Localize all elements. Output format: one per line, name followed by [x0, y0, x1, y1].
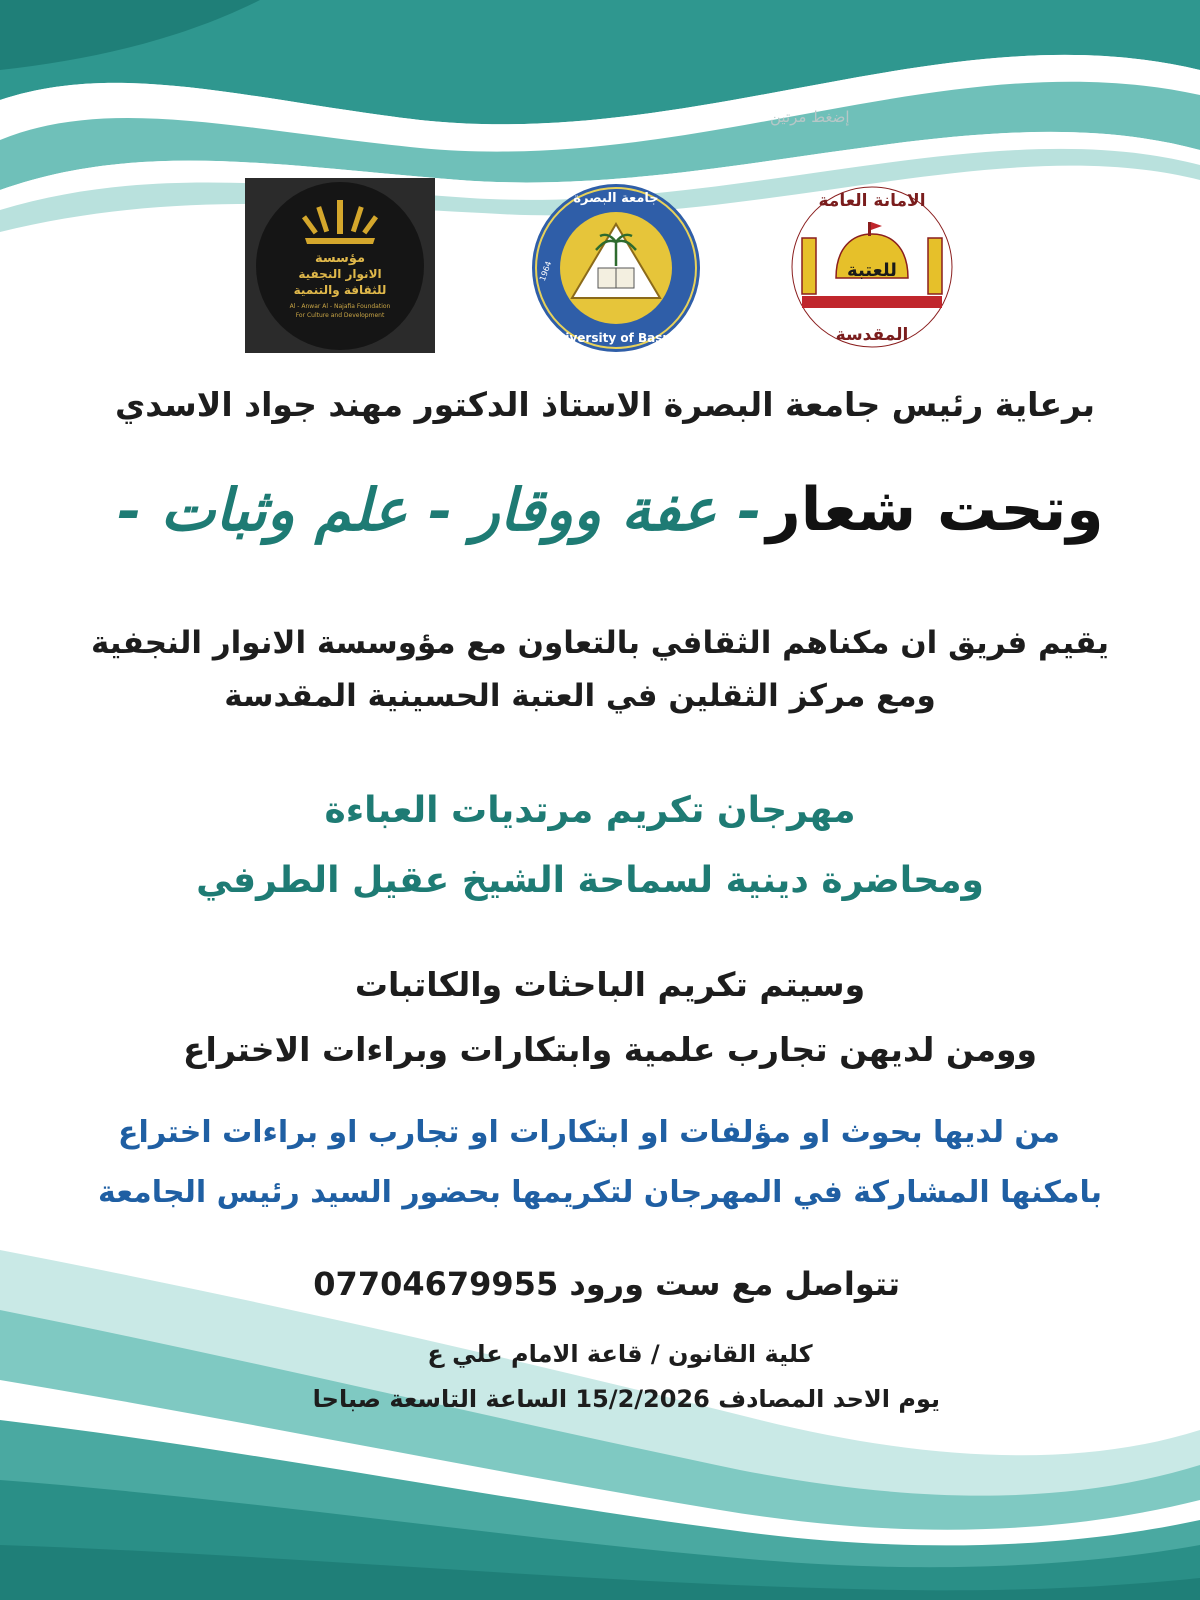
- anwar-ar-3: للثقافة والتنمية: [293, 283, 387, 297]
- anwar-ar-1: مؤسسة: [314, 251, 366, 266]
- basrah-ar: جامعة البصرة: [573, 191, 659, 206]
- anwar-en-2: For Culture and Development: [295, 312, 385, 319]
- anwar-ar-2: الانوار النجفية: [298, 267, 382, 281]
- shrine-center: للعتبة: [847, 260, 897, 281]
- holy-shrine-logo: [782, 178, 962, 356]
- basrah-en: University of Basrah: [547, 331, 685, 345]
- event-line-1: مهرجان تكريم مرتديات العباءة: [324, 790, 856, 831]
- venue-line-2: يوم الاحد المصادف 15/2/2026 الساعة التاسعة صباحا: [312, 1385, 940, 1413]
- invite-line-1: من لديها بحوث او مؤلفات او ابتكارات او تجارب او براءات اختراع: [118, 1115, 1060, 1150]
- event-line-2: ومحاضرة دينية لسماحة الشيخ عقيل الطرفي: [196, 860, 984, 901]
- honor-line-2: وومن لديهن تجارب علمية وابتكارات وبراءات الاختراع: [182, 1030, 1038, 1069]
- basrah-year: 1964: [537, 260, 554, 283]
- slogan-prefix: وتحت شعار: [766, 475, 1104, 545]
- contact-line: تتواصل مع ست ورود 07704679955: [313, 1265, 900, 1303]
- patronage-line: برعاية رئيس جامعة البصرة الاستاذ الدكتور مهند جواد الاسدي: [115, 385, 1095, 424]
- anwar-foundation-logo: [245, 178, 435, 353]
- shrine-top: الامانة العامة: [818, 191, 926, 211]
- honor-line-1: وسيتم تكريم الباحثات والكاتبات: [354, 965, 866, 1004]
- slogan-motto: - عفة ووقار - علم وثبات -: [116, 476, 761, 544]
- faint-header-text: إضغط مرتين: [770, 108, 850, 126]
- slogan: [100, 475, 1120, 545]
- invite-line-2: بامكنها المشاركة في المهرجان لتكريمها بحضور السيد رئيس الجامعة: [98, 1175, 1102, 1210]
- venue-line-1: كلية القانون / قاعة الامام علي ع: [427, 1340, 813, 1368]
- anwar-en-1: Al - Anwar Al - Najafia Foundation: [289, 303, 391, 310]
- intro-line-2: ومع مركز الثقلين في العتبة الحسينية المقدسة: [224, 678, 936, 714]
- shrine-bottom: المقدسة: [835, 325, 909, 345]
- intro-line-1: يقيم فريق ان مكناهم الثقافي بالتعاون مع مؤوسسة الانوار النجفية: [91, 625, 1109, 661]
- university-of-basrah-logo: [526, 180, 706, 355]
